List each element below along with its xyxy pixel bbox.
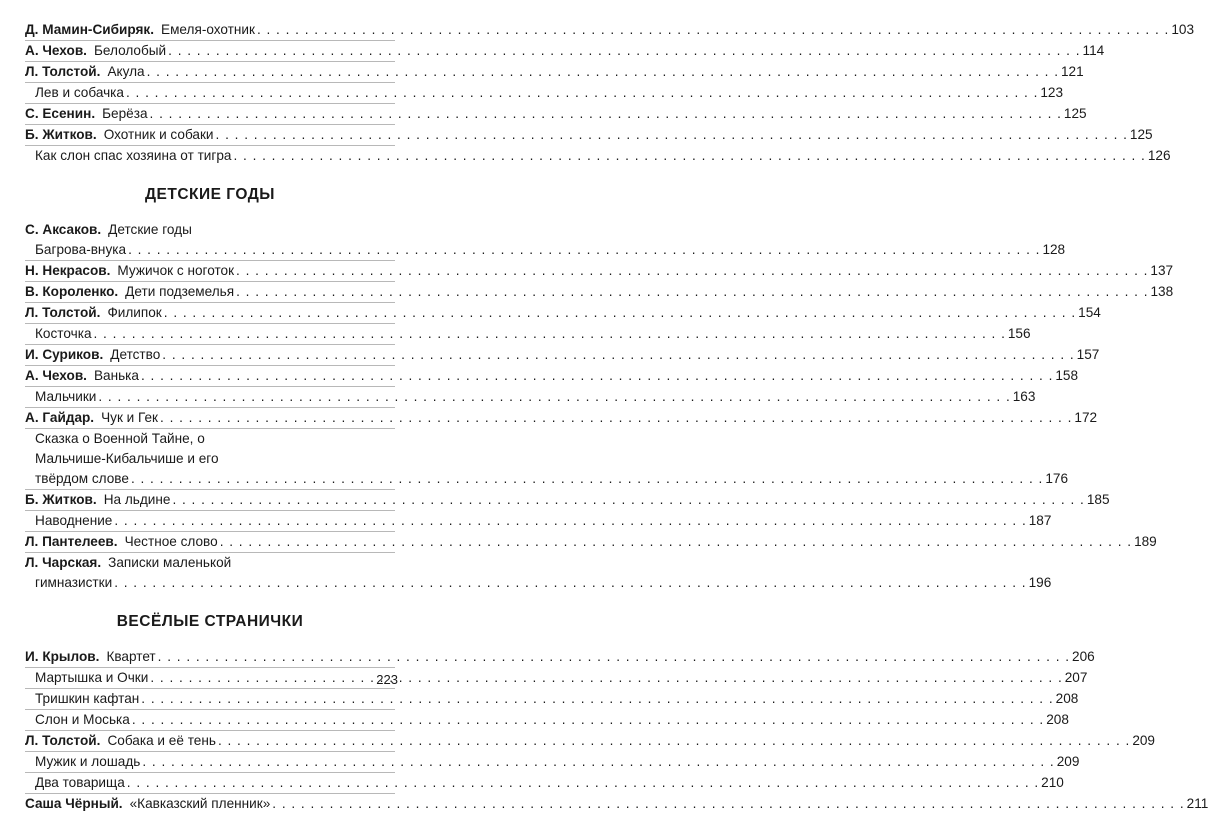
- entry-title: Слон и Моська: [35, 712, 130, 727]
- toc-entry: [25, 731, 1155, 752]
- entry-page: 210: [1041, 775, 1064, 790]
- entry-title: Собака и её тень: [107, 733, 216, 748]
- table-of-contents: [25, 20, 1208, 814]
- entry-author: Л. Толстой.: [25, 733, 101, 748]
- toc-entry: [25, 408, 1098, 429]
- toc-entry: [25, 282, 1174, 303]
- toc-entry: [25, 449, 395, 469]
- section-heading: ДЕТСКИЕ ГОДЫ: [145, 186, 275, 203]
- entry-page: 206: [1072, 649, 1095, 664]
- toc-entry: [25, 573, 1052, 593]
- entry-page: 125: [1063, 106, 1087, 121]
- entry-page: 123: [1040, 85, 1064, 100]
- entry-author: Саша Чёрный.: [25, 796, 123, 811]
- entry-title: Честное слово: [124, 534, 218, 549]
- toc-entry: [25, 429, 395, 449]
- entry-author: А. Гайдар.: [25, 410, 95, 425]
- entry-page: 157: [1076, 347, 1100, 362]
- entry-page: 121: [1060, 64, 1084, 79]
- toc-entry: [25, 303, 1101, 324]
- toc-entry: [25, 794, 1208, 814]
- entry-page: 196: [1028, 575, 1052, 590]
- toc-entry: [25, 20, 1195, 41]
- page-number: 223: [376, 672, 398, 687]
- entry-author: Л. Пантелеев.: [25, 534, 118, 549]
- entry-title: Багрова-внука: [35, 242, 127, 257]
- entry-title: Мальчики: [35, 389, 97, 404]
- toc-entry: [25, 83, 1064, 104]
- toc-section-continued: [25, 20, 1195, 166]
- toc-entry: [25, 261, 1174, 282]
- entry-author: С. Аксаков.: [25, 222, 102, 237]
- entry-title: Мужичок с ноготок: [117, 263, 235, 278]
- entry-title: Берёза: [102, 106, 148, 121]
- entry-page: 185: [1086, 492, 1110, 507]
- entry-title: Как слон спас хозяина от тигра: [35, 148, 232, 163]
- entry-page: 211: [1186, 796, 1208, 811]
- entry-page: 128: [1042, 242, 1066, 257]
- entry-title: Сказка о Военной Тайне, о: [35, 431, 205, 446]
- toc-entry: [25, 387, 1036, 408]
- entry-page: 209: [1056, 754, 1080, 769]
- entry-page: 156: [1007, 326, 1031, 341]
- entry-title: Мужик и лошадь: [35, 754, 141, 769]
- entry-page: 137: [1150, 263, 1174, 278]
- entry-page: 208: [1055, 691, 1079, 706]
- entry-title: Квартет: [106, 649, 156, 664]
- entry-author: С. Есенин.: [25, 106, 96, 121]
- toc-entry: [25, 366, 1079, 387]
- entry-title: Филипок: [107, 305, 162, 320]
- entry-author: А. Чехов.: [25, 43, 87, 58]
- entry-page: 187: [1028, 513, 1052, 528]
- entry-page: 172: [1074, 410, 1098, 425]
- entry-page: 125: [1129, 127, 1153, 142]
- entry-author: И. Крылов.: [25, 649, 100, 664]
- entry-page: 114: [1082, 43, 1105, 58]
- entry-title: Белолобый: [93, 43, 167, 58]
- entry-page: 176: [1045, 471, 1069, 486]
- toc-entry: [25, 553, 395, 573]
- entry-page: 154: [1078, 305, 1101, 320]
- toc-entry: [25, 490, 1110, 511]
- entry-title: Лев и собачка: [35, 85, 124, 100]
- toc-entry: [25, 752, 1080, 773]
- toc-entry: [25, 62, 1084, 83]
- entry-title: твёрдом слове: [35, 471, 129, 486]
- entry-title: гимназистки: [35, 575, 113, 590]
- toc-entry: [25, 647, 1095, 668]
- entry-title: Емеля-охотник: [161, 22, 255, 37]
- toc-entry: [25, 146, 1171, 166]
- entry-author: Л. Толстой.: [25, 64, 101, 79]
- toc-entry: [25, 125, 1153, 146]
- toc-entry: [25, 41, 1105, 62]
- section-heading: ВЕСЁЛЫЕ СТРАНИЧКИ: [116, 613, 304, 630]
- entry-page: 208: [1046, 712, 1069, 727]
- entry-author: Л. Чарская.: [25, 555, 102, 570]
- entry-title: Акула: [107, 64, 145, 79]
- toc-section-childhood: [25, 220, 1174, 593]
- entry-title: Два товарища: [35, 775, 125, 790]
- entry-title: Тришкин кафтан: [35, 691, 140, 706]
- entry-page: 209: [1132, 733, 1155, 748]
- entry-title: «Кавказский пленник»: [129, 796, 271, 811]
- entry-title: Детские годы: [108, 222, 192, 237]
- toc-entry: [25, 710, 1069, 731]
- toc-entry: [25, 324, 1031, 345]
- toc-entry: [25, 469, 1069, 490]
- toc-entry: [25, 773, 1064, 794]
- toc-entry: [25, 345, 1100, 366]
- entry-title: Мальчише-Кибальчише и его: [35, 451, 219, 466]
- entry-title: Ванька: [93, 368, 139, 383]
- entry-title: Косточка: [35, 326, 92, 341]
- entry-page: 126: [1147, 148, 1171, 163]
- entry-author: Б. Житков.: [25, 127, 97, 142]
- entry-title: Детство: [110, 347, 161, 362]
- toc-entry: [25, 240, 1066, 261]
- entry-page: 158: [1055, 368, 1079, 383]
- entry-title: Наводнение: [35, 513, 113, 528]
- entry-page: 189: [1134, 534, 1157, 549]
- entry-title: Охотник и собаки: [103, 127, 214, 142]
- entry-author: А. Чехов.: [25, 368, 87, 383]
- entry-title: Мартышка и Очки: [35, 670, 149, 685]
- toc-entry: [25, 104, 1087, 125]
- entry-author: В. Короленко.: [25, 284, 119, 299]
- entry-author: Б. Житков.: [25, 492, 97, 507]
- entry-title: Дети подземелья: [125, 284, 235, 299]
- toc-entry: [25, 220, 395, 240]
- toc-entry: [25, 511, 1052, 532]
- entry-page: 163: [1012, 389, 1036, 404]
- entry-author: Д. Мамин-Сибиряк.: [25, 22, 155, 37]
- toc-entry: [25, 532, 1157, 553]
- entry-title: На льдине: [103, 492, 171, 507]
- toc-entry: [25, 668, 1088, 689]
- entry-author: Н. Некрасов.: [25, 263, 111, 278]
- entry-page: 207: [1064, 670, 1088, 685]
- toc-entry: [25, 689, 1079, 710]
- entry-author: Л. Толстой.: [25, 305, 101, 320]
- toc-section-funny-pages: [25, 647, 1208, 814]
- entry-page: 103: [1171, 22, 1195, 37]
- entry-author: И. Суриков.: [25, 347, 104, 362]
- entry-title: Чук и Гек: [101, 410, 159, 425]
- entry-page: 138: [1150, 284, 1174, 299]
- entry-title: Записки маленькой: [108, 555, 232, 570]
